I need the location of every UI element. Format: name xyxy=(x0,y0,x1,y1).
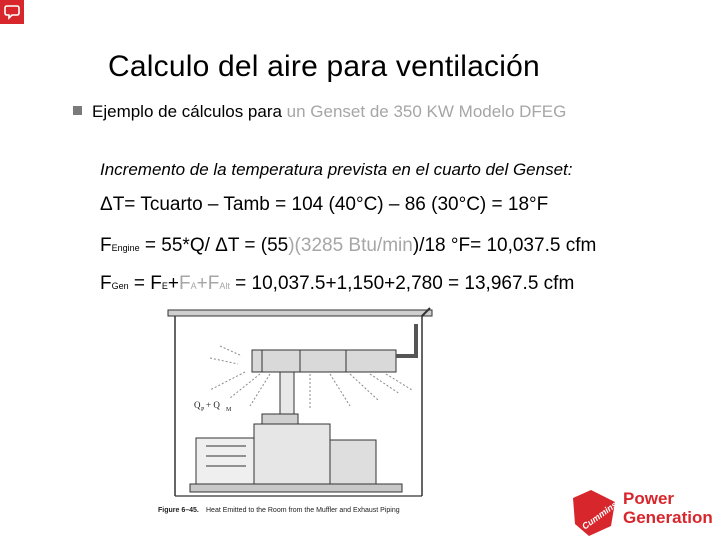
btu-link[interactable]: )(3285 Btu/min xyxy=(288,235,413,256)
f-e-subscript: E xyxy=(161,281,168,291)
power-generation-wordmark xyxy=(623,489,713,527)
skid-base xyxy=(190,484,402,492)
bullet-square-icon xyxy=(73,106,82,115)
f-engine-symbol: F xyxy=(100,235,112,256)
plus-sign: + xyxy=(167,273,180,294)
f-gen-subscript: Gen xyxy=(111,281,129,291)
ceiling-bar xyxy=(168,310,432,316)
f-gen-equation xyxy=(100,273,574,295)
f-engine-result: )/18 °F= 10,037.5 cfm xyxy=(412,235,597,256)
genset-room-figure xyxy=(150,306,450,520)
speech-bubble-icon xyxy=(4,4,20,20)
genset-link[interactable]: un Genset de 350 KW Modelo DFEG xyxy=(286,102,567,121)
plus-sign-2[interactable]: + xyxy=(196,273,208,294)
f-gen-symbol: F xyxy=(100,273,112,294)
f-alt-subscript[interactable]: Alt xyxy=(219,281,230,291)
q-p-subscript: P xyxy=(201,407,205,413)
delta-t-equation: ΔT= Tcuarto – Tamb = 104 (40°C) – 86 (30°C) = 18°F xyxy=(100,194,549,215)
alternator xyxy=(330,440,376,484)
corner-logo xyxy=(0,0,24,24)
cummins-wordmark: Cummins xyxy=(580,499,620,532)
figure-caption-number: Figure 6–45. xyxy=(158,507,199,514)
brand-line-2: Generation xyxy=(623,508,713,527)
exhaust-pipe xyxy=(396,324,416,356)
slide-title: Calculo del aire para ventilación xyxy=(108,50,540,83)
figure-caption: Heat Emitted to the Room from the Muffler and Exhaust Piping xyxy=(206,507,400,514)
bullet-item xyxy=(73,102,566,122)
q-m-subscript: M xyxy=(226,407,232,413)
f-alt-symbol[interactable]: F xyxy=(207,273,220,294)
temperature-subheading: Incremento de la temperatura prevista en el cuarto del Genset: xyxy=(100,160,573,179)
muffler xyxy=(252,350,396,372)
q-plus-label: + Q xyxy=(206,400,220,410)
q-label: Q xyxy=(194,400,201,410)
control-panel xyxy=(196,438,256,484)
f-e-symbol: = F xyxy=(128,273,162,294)
engine-block xyxy=(254,424,330,484)
f-a-symbol[interactable]: F xyxy=(179,273,191,294)
brand-line-1: Power xyxy=(623,489,675,508)
f-engine-formula: = 55*Q/ ΔT = (55 xyxy=(139,235,289,256)
f-engine-subscript: Engine xyxy=(111,243,140,253)
cummins-logo xyxy=(567,486,621,540)
f-engine-equation xyxy=(100,235,596,257)
f-a-subscript[interactable]: A xyxy=(190,281,197,291)
f-gen-result: = 10,037.5+1,150+2,780 = 13,967.5 cfm xyxy=(229,273,575,294)
bullet-text: Ejemplo de cálculos para xyxy=(92,102,287,121)
